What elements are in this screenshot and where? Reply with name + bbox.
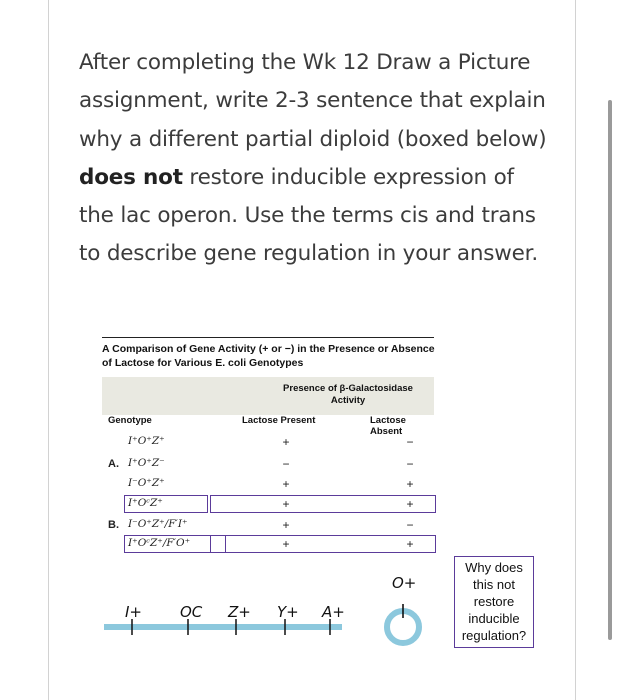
presence-header: Presence of β-Galactosidase Activity [283, 383, 413, 406]
present-value: + [282, 435, 290, 449]
row-group-label: B. [108, 519, 119, 531]
absent-value: + [406, 477, 414, 491]
why-note-box: Why does this not restore inducible regulation? [454, 556, 534, 648]
genotype-column-header: Genotype [108, 415, 152, 426]
prompt-text-1: After completing the Wk 12 Draw a Picture assignment, write 2-3 sentence that explain why a different partial diploid (boxed below) [79, 50, 547, 152]
genotype: I⁺O⁺Z⁻ [128, 457, 165, 469]
present-value: + [282, 497, 290, 511]
absent-value: + [406, 537, 414, 551]
gene-label-oc: OC [180, 603, 203, 621]
genotype: I⁻O⁺Z⁺/F′I⁺ [128, 518, 188, 530]
absent-value: − [406, 435, 414, 449]
gene-label-a: A+ [322, 603, 345, 621]
present-value: + [282, 477, 290, 491]
lactose-absent-header: Lactose Absent [370, 415, 406, 437]
genotype: I⁺O⁺Z⁺ [128, 435, 165, 447]
absent-value: + [406, 497, 414, 511]
genotype: I⁺OᶜZ⁺ [128, 497, 163, 509]
genotype: I⁻O⁺Z⁺ [128, 477, 165, 489]
present-value: + [282, 537, 290, 551]
gene-label-i: I+ [125, 603, 142, 621]
plasmid-operator-label: O+ [392, 574, 417, 592]
lactose-present-header: Lactose Present [242, 415, 316, 426]
absent-value: − [406, 457, 414, 471]
prompt-emphasis: does not [79, 164, 183, 190]
gene-label-y: Y+ [277, 603, 299, 621]
gene-label-z: Z+ [228, 603, 251, 621]
present-value: − [282, 457, 290, 471]
figure-title: A Comparison of Gene Activity (+ or −) in the Presence or Absence of Lactose for Various E. coli Genotypes [102, 343, 435, 369]
prompt-text-2: restore inducible expression of the lac operon. Use the terms cis and trans to describe gene regulation in your answer. [79, 164, 538, 267]
row-group-label: A. [108, 458, 119, 470]
absent-value: − [406, 518, 414, 532]
present-value: + [282, 518, 290, 532]
genotype: I⁺OᶜZ⁺/F′O⁺ [128, 537, 191, 549]
